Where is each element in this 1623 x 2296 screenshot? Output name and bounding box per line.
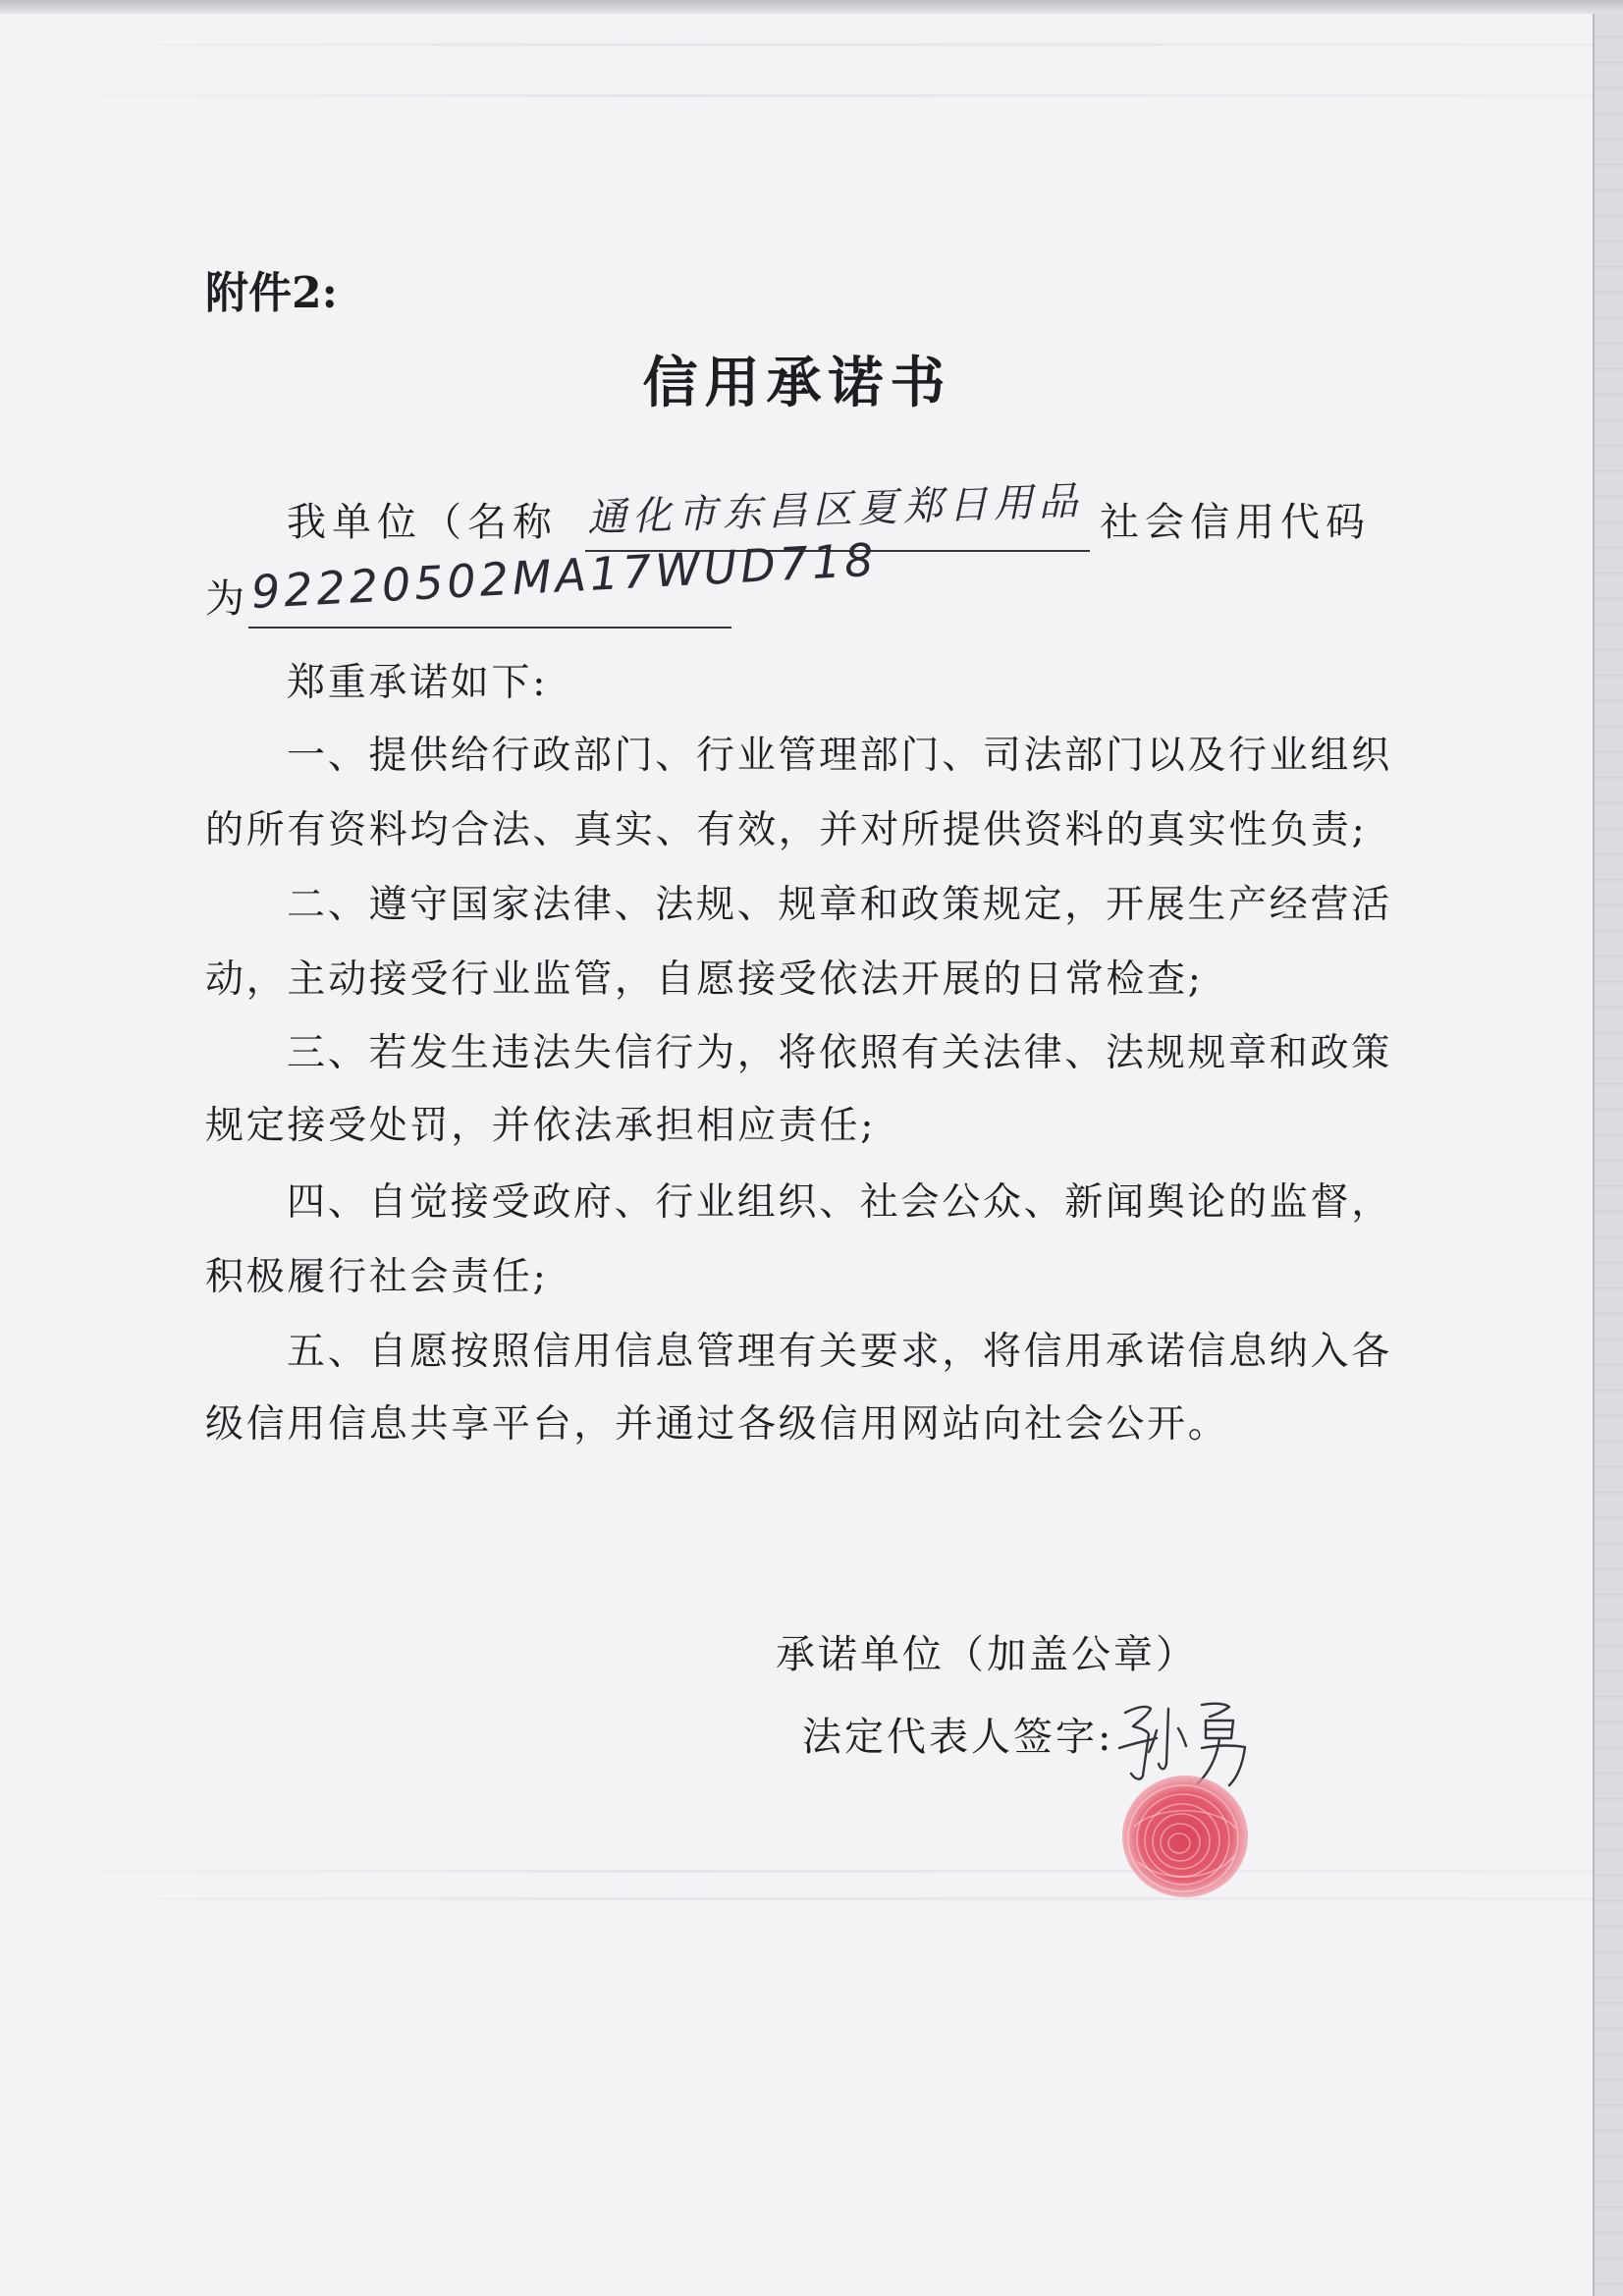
signature-stroke [1202,1704,1233,1738]
lead-text: 郑重承诺如下: [287,661,549,705]
signoff-rep-label: 法定代表人签字: [802,1715,1114,1760]
signoff-unit-label: 承诺单位（加盖公章） [776,1632,1198,1677]
scan-streak [0,94,1593,97]
commitment-2-line-2: 动，主动接受行业监管，自愿接受依法开展的日常检查; [205,957,1204,1002]
signature-stroke [1149,1709,1186,1769]
commitment-5-line-1: 五、自愿按照信用信息管理有关要求，将信用承诺信息纳入各 [287,1330,1392,1374]
credit-code-underline [248,627,731,629]
commitment-4-line-2: 积极履行社会责任; [205,1255,549,1299]
commitment-5-line-2: 级信用信息共享平台，并通过各级信用网站向社会公开。 [205,1402,1229,1447]
commitment-1-line-1: 一、提供给行政部门、行业管理部门、司法部门以及行业组织 [287,734,1392,778]
unit-name-handwritten: 通化市东昌区夏郑日用品 [586,478,1085,541]
intro-line2-prefix: 为 [205,576,250,622]
scan-top-band [0,0,1623,14]
document-title: 信用承诺书 [642,351,952,415]
scan-streak [0,1870,1593,1873]
credit-code-handwritten: 92220502MA17WUD718 [249,532,879,619]
commitment-2-line-1: 二、遵守国家法律、法规、规章和政策规定，开展生产经营活 [287,883,1392,927]
attachment-label: 附件2: [205,268,338,318]
scan-right-edge [1593,14,1623,2296]
commitment-3-line-2: 规定接受处罚，并依法承担相应责任; [205,1104,877,1148]
intro-prefix: 我单位（名称 [287,500,558,545]
commitment-4-line-1: 四、自觉接受政府、行业组织、社会公众、新闻舆论的监督， [287,1180,1392,1225]
scan-streak [0,1897,1593,1900]
intro-suffix: 社会信用代码 [1100,500,1371,545]
fingerprint-mark [1114,1768,1257,1905]
commitment-1-line-2: 的所有资料均合法、真实、有效，并对所提供资料的真实性负责; [205,808,1368,852]
scan-streak [0,43,1593,46]
commitment-3-line-1: 三、若发生违法失信行为，将依照有关法律、法规规章和政策 [287,1031,1392,1075]
